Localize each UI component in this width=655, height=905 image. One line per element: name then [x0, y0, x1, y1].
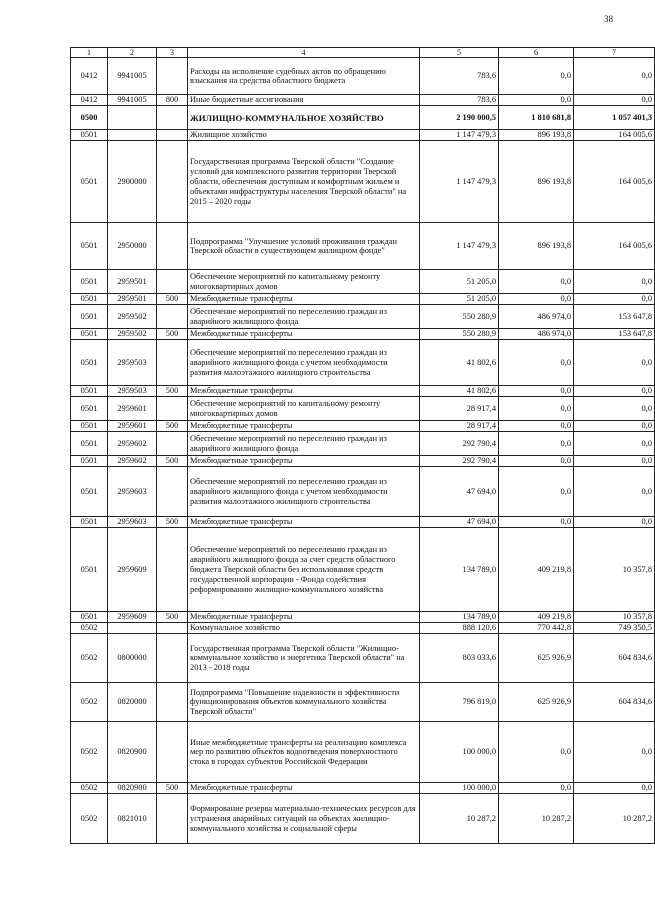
item-name-cell: Межбюджетные трансферты	[188, 421, 420, 432]
section-code-cell: 0501	[71, 386, 108, 397]
item-name-cell: Межбюджетные трансферты	[188, 456, 420, 467]
amount-2016-cell: 896 193,8	[499, 223, 574, 270]
section-code-cell: 0502	[71, 634, 108, 683]
section-code-cell: 0501	[71, 223, 108, 270]
item-name-cell: Межбюджетные трансферты	[188, 783, 420, 794]
expense-type-cell	[157, 270, 188, 294]
amount-2016-cell: 0,0	[499, 432, 574, 456]
article-code-cell: 2959601	[108, 421, 157, 432]
expense-type-cell	[157, 305, 188, 329]
amount-2015-cell: 47 694,0	[420, 467, 499, 517]
article-code-cell: 9941005	[108, 95, 157, 106]
column-number-1: 1	[71, 48, 108, 58]
section-code-cell: 0501	[71, 397, 108, 421]
item-name-cell: Государственная программа Тверской области "Создание условий для комплексного развития территории Тверской области, обеспечения доступным и комфортным жильем и объектами инфраструктуры населения Тверской области" на 2015 – 2020 годы	[188, 141, 420, 223]
column-number-5: 5	[420, 48, 499, 58]
amount-2017-cell: 0,0	[574, 517, 655, 528]
amount-2017-cell: 153 647,8	[574, 305, 655, 329]
amount-2017-cell: 10 357,8	[574, 612, 655, 623]
section-code-cell: 0502	[71, 783, 108, 794]
table-row	[71, 432, 655, 456]
section-code-cell: 0502	[71, 794, 108, 844]
amount-2016-cell: 0,0	[499, 294, 574, 305]
section-code-cell: 0501	[71, 329, 108, 340]
amount-2015-cell: 796 819,0	[420, 683, 499, 722]
amount-2016-cell: 409 219,8	[499, 528, 574, 612]
article-code-cell: 2959502	[108, 329, 157, 340]
article-code-cell: 2950000	[108, 223, 157, 270]
item-name-cell: Межбюджетные трансферты	[188, 517, 420, 528]
item-name-cell: Обеспечение мероприятий по капитальному ремонту многоквартирных домов	[188, 270, 420, 294]
article-code-cell: 0820900	[108, 722, 157, 783]
amount-2017-cell: 164 005,6	[574, 130, 655, 141]
expense-type-cell: 500	[157, 386, 188, 397]
item-name-cell: Обеспечение мероприятий по переселению граждан из аварийного жилищного фонда	[188, 305, 420, 329]
article-code-cell: 2959503	[108, 386, 157, 397]
budget-table-body	[71, 48, 655, 844]
amount-2015-cell: 28 917,4	[420, 421, 499, 432]
amount-2015-cell: 2 190 000,5	[420, 106, 499, 130]
amount-2015-cell: 1 147 479,3	[420, 223, 499, 270]
table-row	[71, 340, 655, 386]
expense-type-cell	[157, 130, 188, 141]
article-code-cell: 2959601	[108, 397, 157, 421]
amount-2016-cell: 0,0	[499, 722, 574, 783]
amount-2016-cell: 0,0	[499, 386, 574, 397]
item-name-cell: Межбюджетные трансферты	[188, 294, 420, 305]
amount-2015-cell: 134 789,0	[420, 612, 499, 623]
section-code-cell: 0501	[71, 528, 108, 612]
expense-type-cell	[157, 432, 188, 456]
item-name-cell: Расходы на исполнение судебных актов по обращению взыскания на средства областного бюджета	[188, 58, 420, 95]
section-code-cell: 0501	[71, 294, 108, 305]
table-row	[71, 329, 655, 340]
table-row	[71, 612, 655, 623]
expense-type-cell	[157, 340, 188, 386]
section-code-cell: 0412	[71, 58, 108, 95]
amount-2015-cell: 41 802,6	[420, 340, 499, 386]
amount-2015-cell: 100 000,0	[420, 722, 499, 783]
column-number-6: 6	[499, 48, 574, 58]
amount-2017-cell: 0,0	[574, 421, 655, 432]
amount-2016-cell: 409 219,8	[499, 612, 574, 623]
section-code-cell: 0502	[71, 722, 108, 783]
table-row	[71, 683, 655, 722]
expense-type-cell: 500	[157, 421, 188, 432]
amount-2015-cell: 292 790,4	[420, 456, 499, 467]
amount-2016-cell: 625 926,9	[499, 634, 574, 683]
amount-2015-cell: 783,6	[420, 95, 499, 106]
section-code-cell: 0501	[71, 612, 108, 623]
amount-2015-cell: 803 033,6	[420, 634, 499, 683]
amount-2016-cell: 0,0	[499, 95, 574, 106]
amount-2017-cell: 0,0	[574, 58, 655, 95]
table-row	[71, 270, 655, 294]
column-number-7: 7	[574, 48, 655, 58]
table-row	[71, 305, 655, 329]
amount-2015-cell: 783,6	[420, 58, 499, 95]
amount-2015-cell: 47 694,0	[420, 517, 499, 528]
amount-2017-cell: 604 834,6	[574, 683, 655, 722]
expense-type-cell	[157, 223, 188, 270]
item-name-cell: Коммунальное хозяйство	[188, 623, 420, 634]
amount-2016-cell: 1 810 681,8	[499, 106, 574, 130]
amount-2015-cell: 550 280,9	[420, 329, 499, 340]
amount-2016-cell: 0,0	[499, 456, 574, 467]
expense-type-cell	[157, 634, 188, 683]
article-code-cell: 0820000	[108, 683, 157, 722]
table-row	[71, 783, 655, 794]
table-row	[71, 634, 655, 683]
amount-2015-cell: 888 120,6	[420, 623, 499, 634]
section-code-cell: 0501	[71, 467, 108, 517]
article-code-cell: 2959603	[108, 467, 157, 517]
article-code-cell	[108, 106, 157, 130]
amount-2016-cell: 0,0	[499, 270, 574, 294]
item-name-cell: Межбюджетные трансферты	[188, 386, 420, 397]
expense-type-cell	[157, 58, 188, 95]
amount-2016-cell: 0,0	[499, 397, 574, 421]
expense-type-cell: 500	[157, 612, 188, 623]
article-code-cell: 9941005	[108, 58, 157, 95]
amount-2017-cell: 0,0	[574, 432, 655, 456]
page-number: 38	[604, 14, 613, 24]
section-code-cell: 0501	[71, 456, 108, 467]
amount-2017-cell: 0,0	[574, 386, 655, 397]
item-name-cell: Подпрограмма "Повышение надежности и эффективности функционирования объектов коммунального хозяйства Тверской области"	[188, 683, 420, 722]
column-number-2: 2	[108, 48, 157, 58]
amount-2015-cell: 51 205,0	[420, 270, 499, 294]
table-row	[71, 623, 655, 634]
amount-2015-cell: 1 147 479,3	[420, 141, 499, 223]
amount-2017-cell: 10 287,2	[574, 794, 655, 844]
amount-2017-cell: 0,0	[574, 722, 655, 783]
article-code-cell: 2900000	[108, 141, 157, 223]
table-row	[71, 794, 655, 844]
section-code-cell: 0501	[71, 421, 108, 432]
item-name-cell: Формирование резерва материально-технических ресурсов для устранения аварийных ситуаций на объектах жилищно-коммунального хозяйства и социальной сферы	[188, 794, 420, 844]
amount-2017-cell: 0,0	[574, 294, 655, 305]
amount-2017-cell: 604 834,6	[574, 634, 655, 683]
amount-2016-cell: 770 442,8	[499, 623, 574, 634]
section-code-cell: 0502	[71, 623, 108, 634]
expense-type-cell	[157, 683, 188, 722]
article-code-cell: 0821010	[108, 794, 157, 844]
table-row	[71, 517, 655, 528]
item-name-cell: Обеспечение мероприятий по переселению граждан из аварийного жилищного фонда	[188, 432, 420, 456]
section-code-cell: 0501	[71, 517, 108, 528]
amount-2017-cell: 10 357,8	[574, 528, 655, 612]
item-name-cell: Подпрограмма "Улучшение условий проживания граждан Тверской области в существующем жилищном фонде"	[188, 223, 420, 270]
expense-type-cell	[157, 467, 188, 517]
table-row	[71, 386, 655, 397]
item-name-cell: Обеспечение мероприятий по переселению граждан из аварийного жилищного фонда за счет средств областного бюджета Тверской области без использования средств государственной корпорации - Фонда содействия реформированию жилищно-коммунального хозяйства	[188, 528, 420, 612]
amount-2016-cell: 0,0	[499, 783, 574, 794]
amount-2016-cell: 486 974,0	[499, 305, 574, 329]
item-name-cell: Обеспечение мероприятий по переселению граждан из аварийного жилищного фонда с учетом необходимости развития малоэтажного жилищного строительства	[188, 467, 420, 517]
expense-type-cell: 500	[157, 783, 188, 794]
article-code-cell: 0800000	[108, 634, 157, 683]
amount-2015-cell: 51 205,0	[420, 294, 499, 305]
amount-2017-cell: 0,0	[574, 467, 655, 517]
column-number-4: 4	[188, 48, 420, 58]
amount-2015-cell: 1 147 479,3	[420, 130, 499, 141]
section-code-cell: 0501	[71, 305, 108, 329]
amount-2017-cell: 0,0	[574, 270, 655, 294]
expense-type-cell	[157, 722, 188, 783]
section-code-cell: 0500	[71, 106, 108, 130]
item-name-cell: Иные межбюджетные трансферты на реализацию комплекса мер по развитию объектов водоотведения поверхностного стока в городах субъектов Российской Федерации	[188, 722, 420, 783]
amount-2015-cell: 134 789,0	[420, 528, 499, 612]
item-name-cell: Обеспечение мероприятий по переселению граждан из аварийного жилищного фонда с учетом необходимости развития малоэтажного жилищного строительства	[188, 340, 420, 386]
amount-2016-cell: 896 193,8	[499, 141, 574, 223]
amount-2015-cell: 41 802,6	[420, 386, 499, 397]
expense-type-cell: 500	[157, 456, 188, 467]
item-name-cell: Межбюджетные трансферты	[188, 612, 420, 623]
expense-type-cell	[157, 397, 188, 421]
item-name-cell: Жилищное хозяйство	[188, 130, 420, 141]
amount-2017-cell: 0,0	[574, 95, 655, 106]
table-row	[71, 223, 655, 270]
expense-type-cell	[157, 106, 188, 130]
table-row	[71, 294, 655, 305]
section-code-cell: 0501	[71, 340, 108, 386]
amount-2017-cell: 749 350,5	[574, 623, 655, 634]
budget-table	[70, 47, 655, 844]
expense-type-cell	[157, 794, 188, 844]
table-row	[71, 467, 655, 517]
amount-2017-cell: 164 005,6	[574, 223, 655, 270]
table-row	[71, 130, 655, 141]
table-row	[71, 58, 655, 95]
article-code-cell: 2959609	[108, 612, 157, 623]
expense-type-cell	[157, 528, 188, 612]
item-name-cell: Межбюджетные трансферты	[188, 329, 420, 340]
table-row	[71, 421, 655, 432]
table-row	[71, 106, 655, 130]
article-code-cell	[108, 623, 157, 634]
article-code-cell: 2959603	[108, 517, 157, 528]
amount-2015-cell: 550 280,9	[420, 305, 499, 329]
section-code-cell: 0502	[71, 683, 108, 722]
amount-2016-cell: 10 287,2	[499, 794, 574, 844]
amount-2016-cell: 0,0	[499, 58, 574, 95]
column-number-3: 3	[157, 48, 188, 58]
section-code-cell: 0501	[71, 270, 108, 294]
amount-2016-cell: 0,0	[499, 517, 574, 528]
expense-type-cell: 500	[157, 329, 188, 340]
amount-2017-cell: 0,0	[574, 456, 655, 467]
expense-type-cell: 800	[157, 95, 188, 106]
amount-2015-cell: 100 000,0	[420, 783, 499, 794]
amount-2015-cell: 28 917,4	[420, 397, 499, 421]
article-code-cell: 2959503	[108, 340, 157, 386]
item-name-cell: Государственная программа Тверской области "Жилищно-коммунальное хозяйство и энергетика Тверской области" на 2013 - 2018 годы	[188, 634, 420, 683]
amount-2017-cell: 164 005,6	[574, 141, 655, 223]
section-code-cell: 0412	[71, 95, 108, 106]
item-name-cell: Иные бюджетные ассигнования	[188, 95, 420, 106]
table-row	[71, 397, 655, 421]
table-row	[71, 528, 655, 612]
article-code-cell: 0820900	[108, 783, 157, 794]
article-code-cell: 2959501	[108, 270, 157, 294]
article-code-cell: 2959602	[108, 432, 157, 456]
amount-2016-cell: 486 974,0	[499, 329, 574, 340]
table-row	[71, 95, 655, 106]
amount-2016-cell: 0,0	[499, 340, 574, 386]
section-code-cell: 0501	[71, 432, 108, 456]
amount-2016-cell: 0,0	[499, 421, 574, 432]
article-code-cell: 2959602	[108, 456, 157, 467]
expense-type-cell	[157, 623, 188, 634]
expense-type-cell: 500	[157, 294, 188, 305]
amount-2017-cell: 0,0	[574, 340, 655, 386]
amount-2017-cell: 0,0	[574, 783, 655, 794]
expense-type-cell	[157, 141, 188, 223]
amount-2015-cell: 292 790,4	[420, 432, 499, 456]
amount-2015-cell: 10 287,2	[420, 794, 499, 844]
expense-type-cell: 500	[157, 517, 188, 528]
amount-2016-cell: 625 926,9	[499, 683, 574, 722]
amount-2016-cell: 896 193,8	[499, 130, 574, 141]
table-row	[71, 456, 655, 467]
column-number-row	[71, 48, 655, 58]
section-code-cell: 0501	[71, 130, 108, 141]
amount-2016-cell: 0,0	[499, 467, 574, 517]
amount-2017-cell: 0,0	[574, 397, 655, 421]
table-row	[71, 722, 655, 783]
article-code-cell: 2959501	[108, 294, 157, 305]
section-code-cell: 0501	[71, 141, 108, 223]
item-name-cell: Обеспечение мероприятий по капитальному ремонту многоквартирных домов	[188, 397, 420, 421]
article-code-cell	[108, 130, 157, 141]
item-name-cell: ЖИЛИЩНО-КОММУНАЛЬНОЕ ХОЗЯЙСТВО	[188, 106, 420, 130]
amount-2017-cell: 153 647,8	[574, 329, 655, 340]
article-code-cell: 2959502	[108, 305, 157, 329]
amount-2017-cell: 1 057 401,3	[574, 106, 655, 130]
table-row	[71, 141, 655, 223]
article-code-cell: 2959609	[108, 528, 157, 612]
